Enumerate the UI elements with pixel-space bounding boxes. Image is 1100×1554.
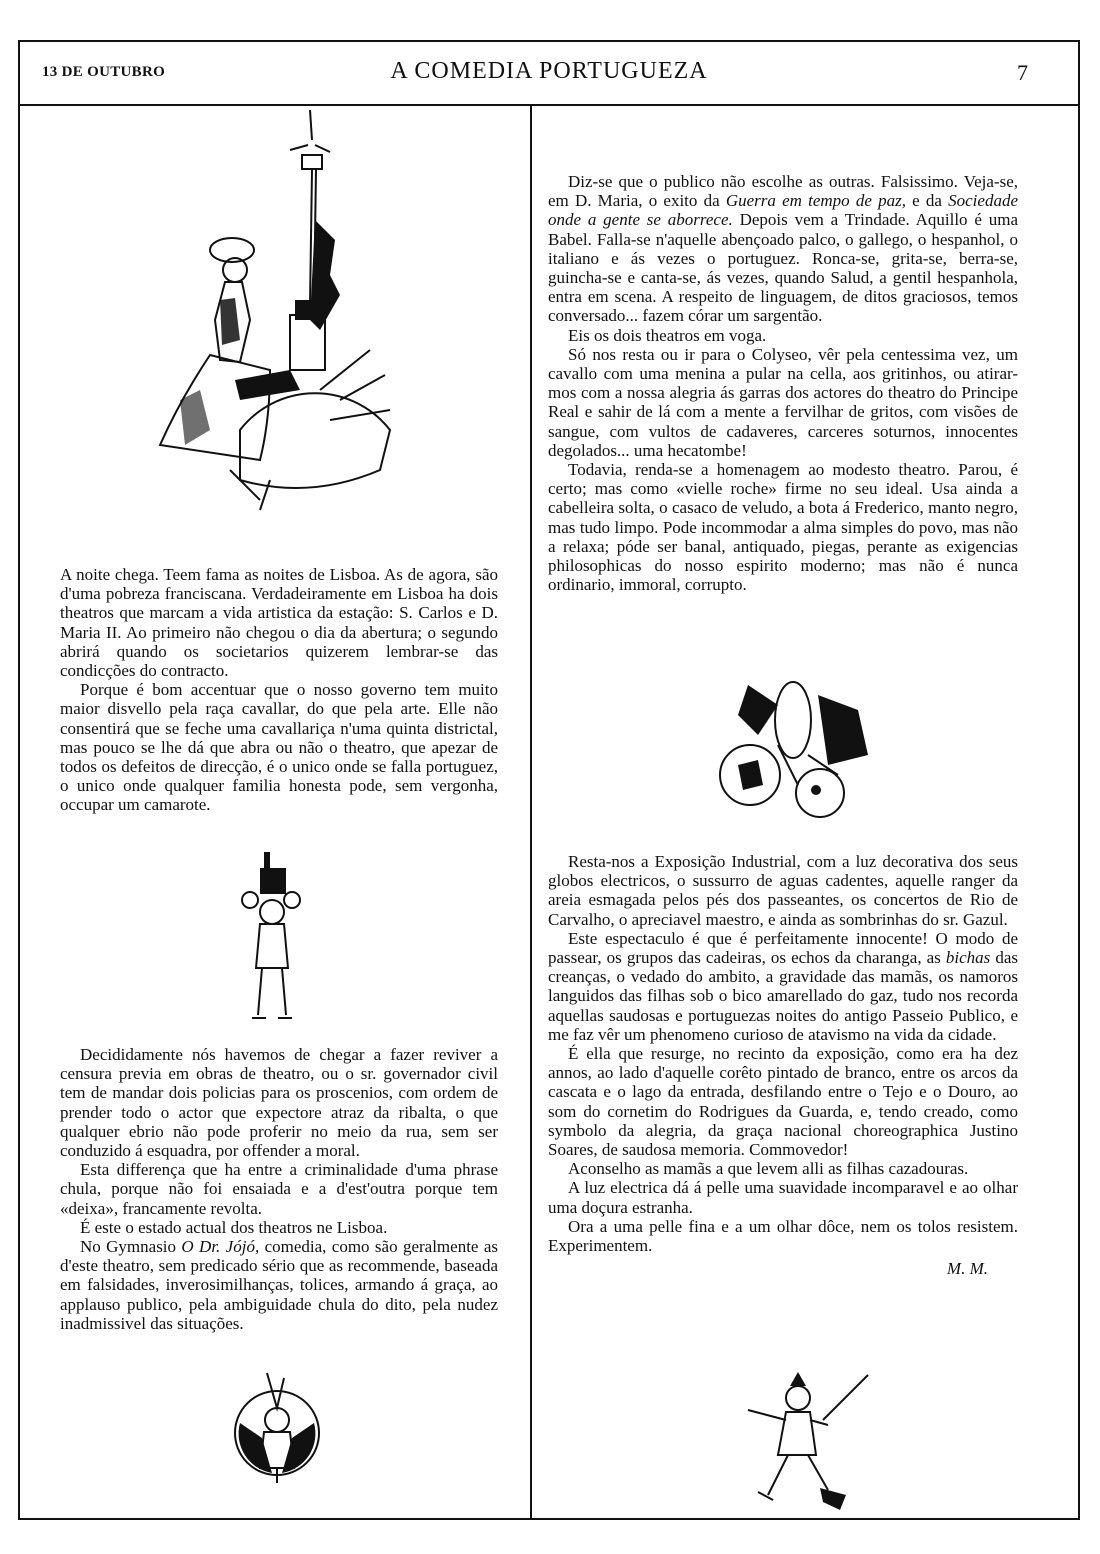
paragraph: Resta-nos a Exposição Industrial, com a luz decorativa dos seus globos electricos, o sussurro de aguas cadentes, aquelle ranger da areia esmagada pelos pés dos passeantes, os concertos de Rio de Carvalho, o apreciavel maestro, e ainda as sombrinhas do sr. Gazul. — [548, 852, 1018, 929]
paragraph: Só nos resta ou ir para o Colyseo, vêr pela centessima vez, um cavallo com uma menina a pular na cella, aos gritinhos, ou atirar-mos com a nossa alegria ás garras dos actores do theatro do Principe Real e sahir de lá com a mente a fervilhar de gritos, com visões de sangue, com vultos de cadaveres, carceres soturnos, innocentes degolados... uma hecatombe! — [548, 344, 1018, 460]
author-signature: M. M. — [946, 1259, 988, 1279]
paragraph: Porque é bom accentuar que o nosso governo tem muito maior disvello pela raça cavallar, do que pela arte. Elle não consentirá que se feche uma cavallariça n'uma quinta districtal, mas pouco se lhe dá que abra ou não o theatro, que apezar de todos os defeitos de direcção, é o unico onde se falla portuguez, o unico onde qualquer familia honesta pode, sem vergonha, occupar um camarote. — [60, 680, 498, 815]
paragraph-espectaculo: Este espectaculo é que é perfeitamente innocente! O modo de passear, os grupos das cadeiras, os echos da charanga, as bichas das creanças, o vedado do ambito, a gravidade das mamãs, os namoros languidos das filhas sob o bico amarellado do gaz, tudo nos recorda aquellas saudosas e portuguezas noites do antigo Passeio Publico, e me faz vêr um phenomeno curioso de atavismo na vida da cidade. — [548, 928, 1018, 1044]
play-title: O Dr. Jójó, — [181, 1237, 260, 1257]
woman-on-globe-illustration — [140, 100, 400, 520]
flowers-illustration — [708, 665, 888, 835]
dancing-figure-illustration — [728, 1370, 878, 1520]
page-number: 7 — [1017, 60, 1028, 85]
play-title: Guerra em tempo de paz, — [725, 191, 906, 211]
paragraph: É ella que resurge, no recinto da exposição, como era ha dez annos, ao lado d'aquelle corêto pintado de branco, entre os arcos da cascata e o lago da entrada, desfilando entre o Tejo e o Douro, ao som do cornetim do Rodrigues da Guarda, e, tendo creado, como symbolo da alegria, da graça nacional choreographica Justino Soares, de saudosa memoria. Commovedor! — [548, 1044, 1018, 1160]
emphasis: bichas — [945, 948, 991, 968]
paragraph-gymnasio: No Gymnasio O Dr. Jójó, comedia, como são geralmente as d'este theatro, sem predicado sério que as recommende, baseada em falsidades, inverosimilhanças, tolices, armando á graça, ao applauso publico, pela ambiguidade chula do dito, pela nudez inadmissivel das situações. — [60, 1237, 498, 1333]
masthead — [20, 42, 1078, 106]
play-title: Sociedade onde a gente se aborrece. — [548, 191, 1018, 230]
paragraph: Ora a uma pelle fina e a um olhar dôce, nem os tolos resistem. Experimentem. — [548, 1216, 1018, 1256]
right-article-block-1 — [548, 172, 1018, 594]
left-article-block-2 — [60, 1045, 498, 1333]
paragraph-intro: Diz-se que o publico não escolhe as outras. Falsissimo. Veja-se, em D. Maria, o exito da Guerra em tempo de paz, e da Sociedade onde a gente se aborrece. Depois vem a Trindade. Aquillo é uma Babel. Falla-se n'aquelle abençoado palco, o gallego, o hespanhol, o italiano e ás vezes o portuguez. Ronca-se, grita-se, berra-se, guincha-se e canta-se, ás vezes, quando Salud, a gentil hespanhola, entra em scena. A respeito de linguagem, de ditos graciosos, temos conversado... fazem córar um sargentão. — [548, 172, 1018, 326]
paragraph: A luz electrica dá á pelle uma suavidade incomparavel e ao olhar uma doçura estranha. — [548, 1178, 1018, 1217]
paragraph: Esta differença que ha entre a criminalidade d'uma phrase chula, porque não foi ensaiada e a d'est'outra porque tem «deixa», francamente revolta. — [60, 1160, 498, 1218]
issue-date: 13 DE OUTUBRO — [42, 64, 166, 80]
paragraph: É este o estado actual dos theatros ne Lisboa. — [80, 1217, 388, 1237]
paragraph: Aconselho as mamãs a que levem alli as filhas cazadouras. — [568, 1159, 969, 1179]
man-with-placard-illustration — [232, 850, 312, 1030]
paragraph: A noite chega. Teem fama as noites de Lisboa. As de agora, são d'uma pobreza franciscana. Verdadeiramente em Lisboa ha dois theatros que marcam a vida artistica da estação: S. Carlos e D. Maria II. Ao primeiro não chegou o dia da abertura; o segundo abrirá quando os societarios quizerem lembrar-se das condicções do contracto. — [60, 565, 498, 681]
paragraph: Eis os dois theatros em voga. — [568, 325, 767, 345]
paragraph: Decididamente nós havemos de chegar a fazer reviver a censura previa em obras de theatro, ou o sr. governador civil tem de mandar dois policias para os proscenios, com ordem de prender todo o actor que expectore atraz da ribalta, o que qualquer ebrio não pode proferir no meio da rua, sem ser conduzido á esquadra, por offender a moral. — [60, 1045, 498, 1161]
left-article-block-1 — [60, 565, 498, 815]
right-article-block-2 — [548, 852, 1018, 1278]
publication-title: A COMEDIA PORTUGUEZA — [390, 58, 708, 84]
column-divider — [530, 104, 532, 1520]
gnome-in-circle-illustration — [222, 1368, 332, 1488]
paragraph: Todavia, renda-se a homenagem ao modesto theatro. Parou, é certo; mas como «vielle roche» firme no seu ideal. Usa ainda a cabelleira solta, o casaco de veludo, a bota á Frederico, manto negro, mas tudo limpo. Pode incommodar a alma simples do povo, mas não a relaxa; póde ser banal, antiquado, piegas, perante as exigencias philosophicas do nosso espirito moderno; mas não é nunca ordinario, immoral, corrupto. — [548, 460, 1018, 595]
